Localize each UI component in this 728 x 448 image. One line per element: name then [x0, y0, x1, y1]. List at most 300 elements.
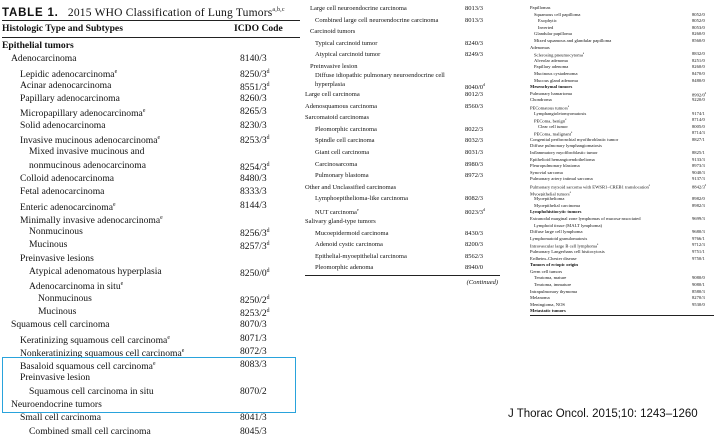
- table-row: [530, 78, 715, 85]
- table-row: [305, 112, 505, 124]
- row-code: 8045/3: [240, 425, 267, 437]
- row-name-sup: e: [569, 190, 571, 194]
- row-name: Spindle cell carcinoma: [315, 137, 375, 145]
- rule-header: [2, 37, 300, 38]
- table-row: [530, 209, 715, 216]
- table-row: [305, 49, 505, 61]
- row-name-sup: e: [120, 281, 124, 288]
- table-row: [2, 66, 300, 79]
- row-code: 8249/3: [465, 51, 484, 59]
- row-code: 8023/3$^d$: [465, 207, 486, 216]
- row-code: 8333/3: [240, 186, 267, 198]
- middle-rows: [305, 3, 505, 274]
- table-row: [305, 101, 505, 113]
- table-right-panel: [530, 5, 715, 316]
- row-name-sup: e: [571, 131, 573, 135]
- row-name: Epithelial-myoepithelial carcinoma: [315, 252, 407, 260]
- row-name: Combined small cell carcinoma: [29, 425, 151, 437]
- row-name: Alveolar adenoma: [534, 57, 568, 63]
- table-row: [530, 117, 715, 124]
- table-row: [305, 228, 505, 240]
- row-code: 8551/3$^d$: [240, 81, 270, 93]
- table-row: [530, 203, 715, 210]
- table-row: [530, 176, 715, 183]
- row-name-sup: e: [597, 243, 599, 247]
- row-code: 8260/0: [692, 31, 705, 37]
- row-name: Mixed invasive mucinous and: [29, 146, 145, 158]
- row-code: 8041/3: [240, 412, 267, 424]
- table-row: [530, 12, 715, 19]
- row-code: 9699/3: [692, 216, 705, 221]
- row-name: Carcinoid tumors: [310, 28, 356, 36]
- row-code: 9080/0: [692, 275, 705, 281]
- table-row: [530, 137, 715, 144]
- table-row: [530, 236, 715, 243]
- table-row: [530, 38, 715, 45]
- column-header-code: ICDO Code: [234, 23, 283, 34]
- row-name: Mesenchymal tumors: [530, 84, 573, 90]
- table-row: [2, 119, 300, 132]
- table-row: [530, 308, 715, 315]
- row-code: 8040/0$^d$: [465, 82, 486, 90]
- row-name: Erdheim–Chester disease: [530, 255, 577, 261]
- row-code: 8144/3: [240, 199, 267, 211]
- table-row: [305, 251, 505, 263]
- table-row: [305, 124, 505, 136]
- row-code: 8200/3: [465, 241, 484, 249]
- row-code-sup: d: [266, 307, 270, 314]
- row-code: 9712/3: [692, 242, 705, 248]
- row-name: Atypical carcinoid tumor: [315, 51, 381, 59]
- table-row: [305, 262, 505, 274]
- row-name: Clear cell tumor: [538, 123, 568, 129]
- row-name: Nonmucinous: [38, 292, 92, 304]
- column-header-type: Histologic Type and Subtypes: [2, 23, 123, 34]
- journal-citation: J Thorac Oncol. 2015;10: 1243–1260: [508, 408, 698, 420]
- table-row: [305, 38, 505, 50]
- row-name: Adenocarcinoma in situ$^e$: [29, 281, 124, 292]
- row-name: Adenomas: [530, 44, 550, 50]
- table-row: [305, 170, 505, 182]
- table-row: [2, 425, 300, 438]
- row-code-sup: d: [266, 294, 270, 301]
- table-row: [530, 18, 715, 25]
- row-name: Papillomas: [530, 5, 551, 10]
- row-name: Myoepithelioma: [534, 196, 565, 202]
- table-row: [305, 72, 505, 89]
- table-row: [530, 124, 715, 131]
- row-name: Pleomorphic adenoma: [315, 264, 374, 272]
- row-code: 8270/3: [692, 295, 705, 301]
- row-code: 8250/0$^d$: [240, 268, 270, 279]
- row-name: Typical carcinoid tumor: [315, 39, 378, 47]
- row-name: nonmucinous adenocarcinoma: [29, 159, 146, 171]
- row-name: Myoepithelial tumors$^e$: [530, 190, 571, 197]
- row-name-sup: e: [142, 108, 146, 115]
- row-name: Congenital peribronchial myofibroblastic tumor: [530, 136, 619, 142]
- row-name: Inflammatory myofibroblastic tumor: [530, 150, 598, 156]
- table-row: [305, 135, 505, 147]
- table-row: [305, 239, 505, 251]
- row-name: Acinar adenocarcinoma: [20, 79, 112, 91]
- row-name-sup: e: [181, 347, 185, 354]
- table-row: [530, 289, 715, 296]
- table-row: [530, 130, 715, 137]
- row-code: 8560/0: [692, 37, 705, 43]
- table-row: [2, 305, 300, 318]
- row-name: Lymphoid tissue (MALT lymphoma): [534, 222, 603, 228]
- table-row: [2, 185, 300, 198]
- row-name: Germ cell tumors: [530, 268, 563, 274]
- table-row: [530, 104, 715, 111]
- continued-note: (Continued): [466, 279, 498, 287]
- row-name: Intravascular large B cell lymphoma$^e$: [530, 243, 599, 249]
- row-code: 9040/3: [692, 169, 705, 175]
- row-name: Extranodal marginal zone lymphomas of mucosa-associated: [530, 216, 641, 221]
- row-code-sup: d: [266, 68, 270, 75]
- table-row: [2, 252, 300, 265]
- row-name: Pulmonary blastoma: [315, 172, 369, 180]
- row-name: PEComa, malignant$^e$: [534, 131, 573, 137]
- row-code: 8980/3: [465, 160, 484, 168]
- table-row: [2, 79, 300, 92]
- row-name: Large cell neuroendocrine carcinoma: [310, 5, 407, 12]
- row-code: 8265/3: [240, 106, 267, 118]
- row-name: Synovial sarcoma: [530, 169, 563, 175]
- row-code: 8430/3: [465, 229, 484, 237]
- row-name: Sarcomatoid carcinomas: [305, 114, 370, 122]
- table-row: [530, 45, 715, 52]
- row-code-sup: d: [266, 161, 270, 168]
- table-row: [305, 15, 505, 27]
- table-row: [530, 64, 715, 71]
- row-code: 8982/3: [692, 202, 705, 208]
- row-code: 8082/3: [465, 195, 484, 203]
- row-code: 8230/3: [240, 119, 267, 131]
- table-row: [530, 229, 715, 236]
- row-code: 8560/3: [465, 102, 484, 110]
- row-name: Pulmonary artery intimal sarcoma: [530, 176, 593, 182]
- row-code: 9751/1: [692, 248, 705, 254]
- row-name: Small cell carcinoma: [20, 412, 101, 424]
- table-row: [305, 159, 505, 171]
- table-row: [2, 318, 300, 331]
- table-row: [530, 295, 715, 302]
- row-name: Salivary gland-type tumors: [305, 218, 376, 226]
- row-code: 8005/0: [692, 123, 705, 129]
- row-code: 8827/1: [692, 136, 705, 142]
- row-name: Teratoma, immature: [534, 281, 572, 287]
- row-name: Mucous gland adenoma: [534, 77, 578, 83]
- row-name: Pleuropulmonary blastoma: [530, 163, 580, 169]
- table-row: [305, 182, 505, 194]
- row-code: 8832/0: [692, 51, 705, 57]
- table-row: [530, 216, 715, 223]
- right-rows: [530, 5, 715, 315]
- row-name-sup: e: [160, 214, 163, 221]
- table-row: [530, 84, 715, 91]
- row-code: 8260/0: [692, 64, 705, 70]
- row-name: Other and Unclassified carcinomas: [305, 183, 397, 191]
- row-code: 8070/2: [240, 385, 267, 397]
- row-code: 9080/1: [692, 281, 705, 287]
- table-row: [530, 97, 715, 104]
- row-code: 8992/0$^d$: [692, 91, 707, 98]
- row-name: Mucinous: [29, 239, 68, 251]
- table-label: TABLE 1.: [2, 6, 59, 19]
- row-name: Preinvasive lesions: [20, 252, 94, 264]
- row-code: 8256/3$^d$: [240, 228, 270, 239]
- row-name: Lepidic adenocarcinoma$^e$: [20, 68, 118, 79]
- row-name: Preinvasive lesion: [310, 62, 358, 70]
- row-name: Epithelial tumors: [2, 40, 74, 51]
- row-name: Pulmonary Langerhans cell histiocytosis: [530, 248, 605, 254]
- row-code-sup: d: [266, 268, 270, 275]
- row-name-sup: e: [567, 104, 570, 108]
- row-name: Lymphangioleiomyomatosis: [534, 110, 587, 116]
- table-row: [305, 205, 505, 217]
- table-row: [2, 145, 300, 158]
- row-name: Inverted: [538, 24, 554, 30]
- row-code: 8260/3: [240, 93, 267, 105]
- row-name: Colloid adenocarcinoma: [20, 172, 115, 184]
- row-name: Invasive mucinous adenocarcinoma$^e$: [20, 135, 161, 146]
- table-row: [530, 25, 715, 32]
- table-row: [530, 163, 715, 170]
- table-row: [530, 170, 715, 177]
- row-code: 8842/3$^d$: [692, 184, 707, 190]
- row-name: PEComa, benign$^e$: [534, 118, 567, 124]
- row-code-sup: d: [266, 135, 270, 142]
- row-name: Pulmonary hamartoma: [530, 90, 572, 96]
- row-code: 8253/2$^d$: [240, 307, 270, 319]
- row-name: Lymphohistiocytic tumors: [530, 209, 582, 215]
- table-title-text: 2015 WHO Classification of Lung Tumors: [67, 6, 273, 19]
- row-name: Epithelioid hemangioendothelioma: [530, 156, 595, 162]
- row-code: 8052/0: [692, 11, 705, 17]
- row-name: Micropapillary adenocarcinoma$^e$: [20, 108, 146, 119]
- row-name: Adenosquamous carcinoma: [305, 102, 378, 110]
- row-code: 8022/3: [465, 125, 484, 133]
- row-code: 8470/0: [692, 70, 705, 76]
- table-middle-panel: [305, 3, 505, 286]
- row-code: 9680/3: [692, 229, 705, 235]
- table-row: [2, 292, 300, 305]
- table-row: [530, 302, 715, 309]
- column-header-row: [2, 22, 300, 36]
- row-name-sup: e: [356, 207, 359, 212]
- row-name: NUT carcinoma$^e$: [315, 207, 359, 216]
- row-code: 8562/3: [465, 252, 484, 260]
- row-name: Fetal adenocarcinoma: [20, 186, 105, 198]
- rule-top: [2, 20, 300, 21]
- row-code-sup: d: [266, 228, 270, 235]
- row-code: 8253/3$^d$: [240, 135, 270, 146]
- row-code: 8480/3: [240, 172, 267, 184]
- table-row: [2, 105, 300, 118]
- row-name: Meningioma, NOS: [530, 301, 565, 307]
- row-code: 8083/3: [240, 359, 267, 371]
- table-row: [2, 132, 300, 145]
- table-row: [530, 282, 715, 289]
- row-name-sup: e: [565, 118, 567, 122]
- table-row: [2, 225, 300, 238]
- row-name: Mixed squamous and glandular papilloma: [534, 37, 612, 43]
- table-row: [530, 71, 715, 78]
- table-row: [530, 275, 715, 282]
- row-name: Basaloid squamous cell carcinoma$^e$: [20, 361, 156, 372]
- table-row: [530, 190, 715, 197]
- row-name: Adenoid cystic carcinoma: [315, 241, 383, 249]
- row-name: Diffuse large cell lymphoma: [530, 229, 583, 235]
- row-name: Mucinous cystadenoma: [534, 70, 578, 76]
- row-code: 8480/0: [692, 77, 705, 83]
- row-name-sup: e: [167, 334, 170, 341]
- table-row: [530, 262, 715, 269]
- row-name: Sclerosing pneumocytoma$^e$: [534, 52, 585, 58]
- row-name: Mucinous: [38, 305, 77, 317]
- row-name: Nonmucinous: [29, 226, 83, 238]
- row-name: Teratoma, mature: [534, 275, 567, 281]
- row-name: Papillary adenocarcinoma: [20, 93, 120, 105]
- row-name: Pleomorphic carcinoma: [315, 125, 377, 133]
- row-code-sup: d: [266, 241, 270, 248]
- row-name: Combined large cell neuroendocrine carcinoma: [315, 16, 439, 24]
- row-name: Tumors of ectopic origin: [530, 262, 578, 268]
- table-row: [2, 172, 300, 185]
- table-row: [2, 411, 300, 424]
- row-name: Diffuse idiopathic pulmonary neuroendocrine cell hyperplasia: [315, 72, 445, 88]
- row-name: Squamous cell papilloma: [534, 11, 581, 17]
- table-row: [530, 5, 715, 12]
- row-code: 8070/3: [240, 319, 267, 331]
- table-row: [530, 31, 715, 38]
- table-row: [530, 111, 715, 118]
- row-code: 8071/3: [240, 332, 267, 344]
- row-name: Squamous cell carcinoma in situ: [29, 385, 154, 397]
- table-row: [2, 278, 300, 291]
- table-row: [2, 238, 300, 251]
- table-row: [530, 183, 715, 190]
- row-code-sup: d: [704, 91, 707, 95]
- row-name: Exophytic: [538, 18, 557, 24]
- table-row: [2, 199, 300, 212]
- table-row: [530, 51, 715, 58]
- row-code: 9137/3: [692, 176, 705, 182]
- row-code: 9750/1: [692, 255, 705, 261]
- table-row: [2, 332, 300, 345]
- table-row: [530, 91, 715, 98]
- row-name: Squamous cell carcinoma: [11, 319, 110, 331]
- row-code: 8031/3: [465, 149, 484, 157]
- row-name-sup: e: [112, 201, 116, 208]
- row-code: 8580/3: [692, 288, 705, 294]
- row-name: Chondroma: [530, 97, 552, 103]
- table-row: [530, 58, 715, 65]
- row-name: Giant cell carcinoma: [315, 149, 370, 157]
- row-code: 8714/0: [692, 117, 705, 123]
- table-row: [305, 216, 505, 228]
- row-code: 8714/3: [692, 130, 705, 136]
- row-code: 8013/3: [465, 16, 484, 24]
- row-name: Atypical adenomatous hyperplasia: [29, 266, 162, 278]
- table-row: [2, 39, 300, 52]
- table-row: [530, 242, 715, 249]
- row-code: 8240/3: [465, 39, 484, 47]
- right-rule-bottom: [530, 315, 714, 316]
- row-name: Lymphomatoid granulomatosis: [530, 235, 588, 241]
- table-row: [530, 269, 715, 276]
- row-code: 8973/3: [692, 163, 705, 169]
- row-code: 8012/3: [465, 91, 484, 99]
- row-code: 9530/0: [692, 301, 705, 307]
- row-code: 9766/1: [692, 235, 705, 241]
- table-row: [2, 265, 300, 278]
- table-left-panel: [2, 2, 300, 448]
- row-name: Keratinizing squamous cell carcinoma$^e$: [20, 334, 170, 345]
- row-name: Carcinosarcoma: [315, 160, 358, 168]
- row-code: 8052/0: [692, 18, 705, 24]
- row-code-sup: d: [483, 82, 486, 87]
- row-code: 8982/0: [692, 196, 705, 202]
- row-name: Melanoma: [530, 295, 550, 301]
- table-row: [530, 249, 715, 256]
- row-code: 8072/3: [240, 345, 267, 357]
- row-name: Glandular papilloma: [534, 31, 572, 37]
- table-row: [2, 52, 300, 65]
- row-code: 8825/1: [692, 150, 705, 156]
- row-name: Large cell carcinoma: [305, 91, 360, 99]
- row-code: 8140/3: [240, 53, 267, 65]
- row-code: 8053/0: [692, 24, 705, 30]
- row-code: 9133/3: [692, 156, 705, 162]
- row-code: 8254/3$^d$: [240, 161, 270, 172]
- middle-rule-bottom: [305, 275, 500, 276]
- table-row: [530, 143, 715, 150]
- row-code: 8940/0: [465, 264, 484, 272]
- row-name: Enteric adenocarcinoma$^e$: [20, 201, 116, 212]
- table-row: [2, 92, 300, 105]
- table-row: [2, 212, 300, 225]
- table-title: [2, 2, 300, 20]
- row-name: Mucoepidermoid carcinoma: [315, 229, 389, 237]
- row-name: Papillary adenoma: [534, 64, 569, 70]
- row-code-sup: d: [704, 184, 707, 188]
- row-code: 8013/3: [465, 5, 484, 12]
- row-name-sup: e: [114, 68, 118, 75]
- row-name: Nonkeratinizing squamous cell carcinoma$^e$: [20, 347, 185, 359]
- row-code: 8972/3: [465, 172, 484, 180]
- row-name: Solid adenocarcinoma: [20, 119, 106, 131]
- row-name: Adenocarcinoma: [11, 53, 77, 65]
- table-row: [305, 61, 505, 73]
- table-row: [530, 223, 715, 230]
- row-name-sup: e: [157, 135, 161, 142]
- row-name: Metastatic tumors: [530, 308, 566, 314]
- table-row: [530, 196, 715, 203]
- table-row: [305, 89, 505, 101]
- row-code: 9220/0: [692, 97, 705, 103]
- row-name: Preinvasive lesion: [20, 372, 91, 384]
- row-name: Diffuse pulmonary lymphangiomatosis: [530, 143, 602, 149]
- row-name: Myoepithelial carcinoma: [534, 202, 581, 208]
- row-name: Neuroendocrine tumors: [11, 399, 102, 411]
- row-name: Lymphoepithelioma-like carcinoma: [315, 195, 408, 203]
- row-code: 8250/3$^d$: [240, 68, 270, 79]
- table-row: [305, 193, 505, 205]
- row-name: Intrapulmonary thymoma: [530, 288, 578, 294]
- row-code: 8250/2$^d$: [240, 294, 270, 305]
